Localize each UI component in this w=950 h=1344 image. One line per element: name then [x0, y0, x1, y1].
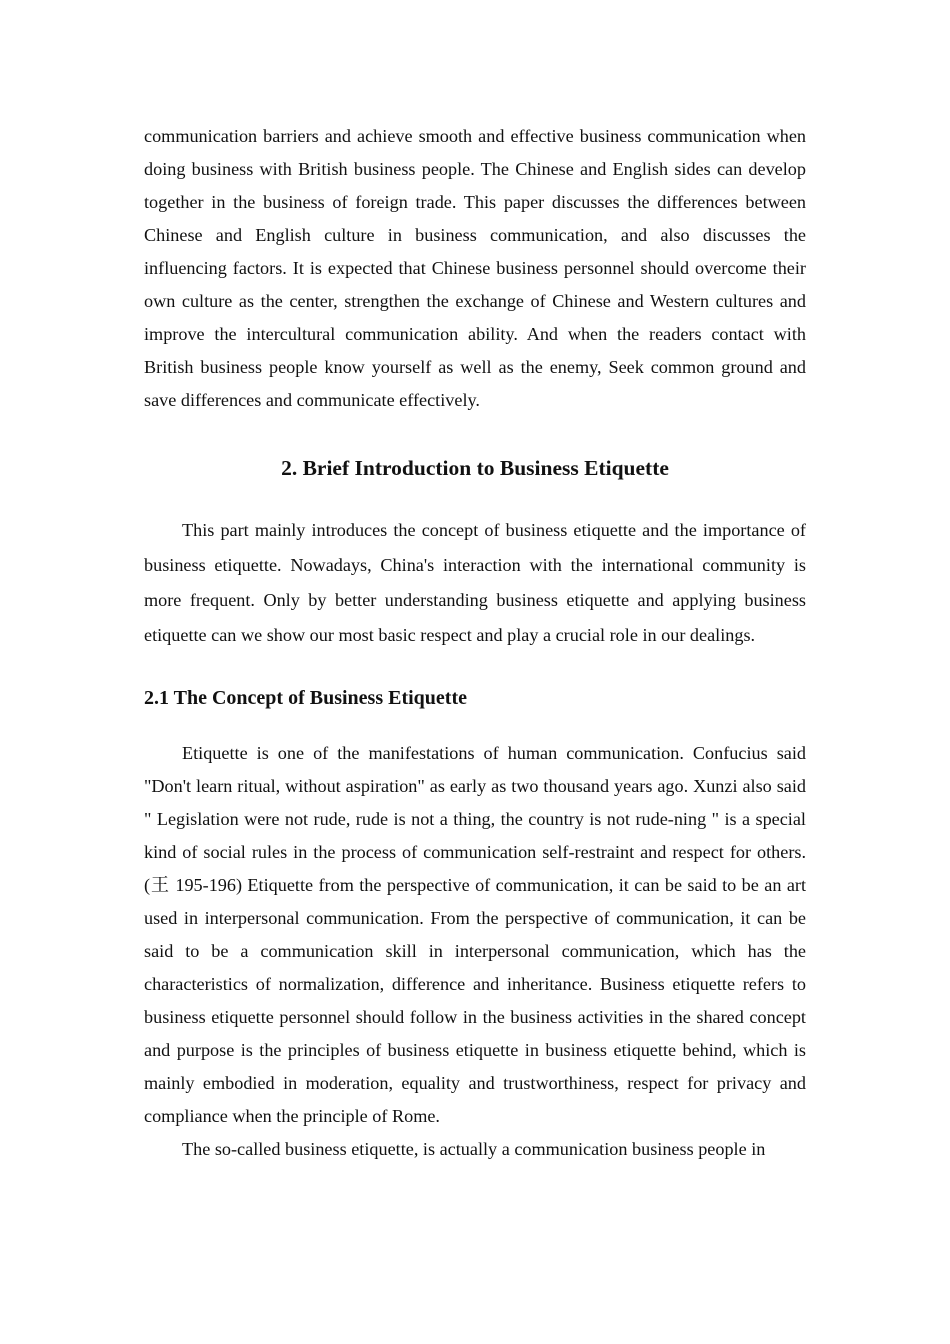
document-page	[144, 120, 806, 1166]
so-called-paragraph: The so-called business etiquette, is actually a communication business people in	[182, 1139, 766, 1159]
section-2-1-heading: 2.1 The Concept of Business Etiquette	[144, 687, 467, 709]
section-2-heading: 2. Brief Introduction to Business Etiquette	[281, 456, 669, 480]
section-2-paragraph: This part mainly introduces the concept of business etiquette and the importance of business etiquette. Nowadays, China's interaction with the international community is more frequent. Only by better understanding business etiquette and applying business etiquette can we show our most basic respect and play a crucial role in our dealings.	[144, 520, 806, 645]
concept-paragraph: Etiquette is one of the manifestations of human communication. Confucius said "Don't learn ritual, without aspiration" as early as two thousand years ago. Xunzi also said " Legislation were not rude, rude is not a thing, the country is not rude-ning " is a special kind of social rules in the process of communication self-restraint and respect for others. (王 195-196) Etiquette from the perspective of communication, it can be said to be an art used in interpersonal communication. From the perspective of communication, it can be said to be a communication skill in interpersonal communication, which has the characteristics of normalization, difference and inheritance. Business etiquette refers to business etiquette personnel should follow in the business activities in the shared concept and purpose is the principles of business etiquette in business etiquette behind, which is mainly embodied in moderation, equality and trustworthiness, respect for privacy and compliance when the principle of Rome.	[144, 743, 806, 1126]
intro-paragraph: communication barriers and achieve smooth and effective business communication when doing business with British business people. The Chinese and English sides can develop together in the business of foreign trade. This paper discusses the differences between Chinese and English culture in business communication, and also discusses the influencing factors. It is expected that Chinese business personnel should overcome their own culture as the center, strengthen the exchange of Chinese and Western cultures and improve the intercultural communication ability. And when the readers contact with British business people know yourself as well as the enemy, Seek common ground and save differences and communicate effectively.	[144, 126, 806, 410]
